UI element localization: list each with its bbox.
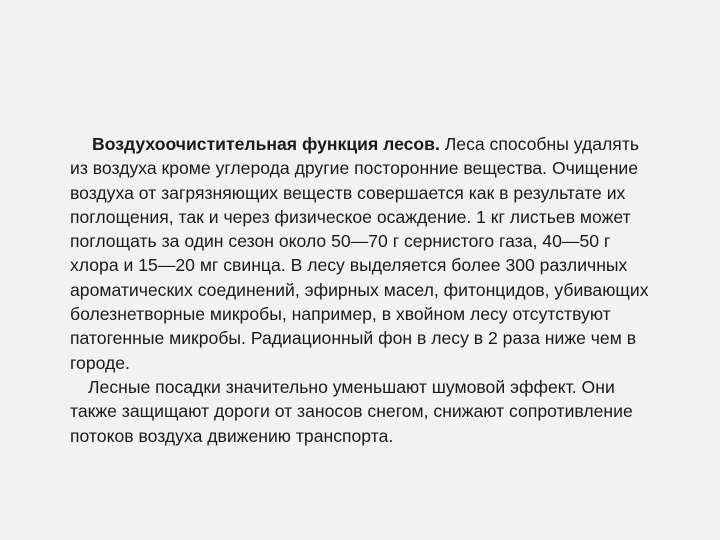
paragraph-forest-air-cleaning [70, 132, 660, 375]
body-text [70, 132, 660, 448]
paragraph-text: Лесные посадки значительно уменьшают шумовой эффект. Они также защищают дороги от заносов снегом, снижают сопротивление потоков воздуха движению транспорта. [70, 376, 633, 446]
paragraph-noise-reduction [70, 375, 660, 448]
paragraph-text: Леса способны удалять из воздуха кроме углерода другие посторонние вещества. Очищение воздуха от загрязняющих веществ совершается как в результате их поглощения, так и через физическое осаждение. 1 кг листьев может поглощать за один сезон около 50—70 г сернистого газа, 40—50 г хлора и 15—20 мг свинца. В лесу выделяется более 300 различных ароматических соединений, эфирных масел, фитонцидов, убивающих болезнетворные микробы, например, в хвойном лесу отсутствуют патогенные микробы. Радиационный фон в лесу в 2 раза ниже чем в городе. [70, 134, 649, 373]
paragraph-heading: Воздухоочистительная функция лесов. [92, 134, 440, 154]
